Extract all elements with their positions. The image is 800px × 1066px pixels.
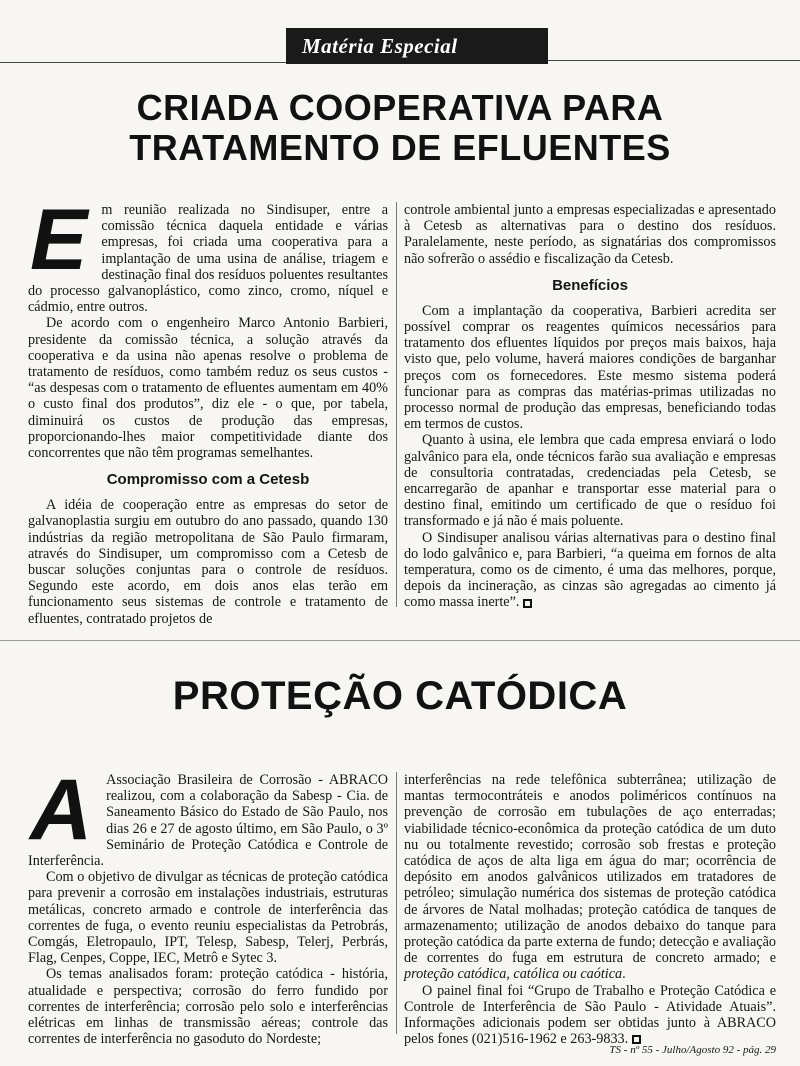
- article1-title-line1: CRIADA COOPERATIVA PARA: [136, 87, 664, 128]
- article1-column-right: [404, 202, 776, 611]
- article1-paragraph-7: [404, 530, 776, 611]
- article1-p7-text: O Sindisuper analisou várias alternativas para o destino final do lodo galvânico e, para Barbieri, “a queima em fornos de alta temperatura, como os de cimento, é uma das melhores, porque, depois da incineração, as cinzas são agregadas ao cimento já como massa inerte”.: [404, 529, 776, 611]
- article2-dropcap: A: [30, 762, 93, 858]
- column-divider: [396, 772, 397, 1034]
- article1-subhead-beneficios: Benefícios: [552, 276, 628, 294]
- article1-paragraph-6: Quanto à usina, ele lembra que cada empresa enviará o lodo galvânico para ela, onde técnicos farão sua avaliação e empresas de consultoria contratadas, credenciadas pela Cetesb, se encarregarão de apanhar e transportar esse material para o destino final, emitindo um certificado de que o resíduo foi transformado e já não é mais poluente.: [404, 432, 776, 530]
- article1-title-line2: TRATAMENTO DE EFLUENTES: [129, 127, 671, 168]
- article2-p4-end: .: [622, 966, 626, 983]
- article2-paragraph-1: [28, 762, 388, 870]
- article2-paragraph-2: Com o objetivo de divulgar as técnicas de proteção catódica para prevenir a corrosão em instalações industriais, estruturas metálicas, concreto armado e controle de interferência das correntes de fuga, o evento reuniu especialistas da Petrobrás, Comgás, Eletropaulo, IPT, Telesp, Sabesp, Telerj, Perbrás, Flag, Cenpes, Coppe, IEC, Metrô e Sytec 3.: [28, 869, 388, 967]
- article2-p4-italic: proteção catódica, católica ou caótica: [404, 966, 623, 983]
- article2-title: PROTEÇÃO CATÓDICA: [172, 674, 628, 718]
- header-rule-left: [0, 62, 286, 63]
- column-divider: [396, 202, 397, 607]
- article1-paragraph-1: [28, 192, 388, 316]
- article1-p1-text: m reunião realizada no Sindisuper, entre a comissão técnica daquela entidade e várias empresas, foi criada uma cooperativa para a implantação de uma usina de análise, triagem e destinação final dos resíduos poluentes resultantes do processo galvanoplástico, como zinco, cromo, níquel e cádmio, entre outros.: [28, 202, 388, 316]
- article2-paragraph-5: [404, 983, 776, 1048]
- article2-p1-text: Associação Brasileira de Corrosão - ABRACO realizou, com a colaboração da Sabesp - Cia. de Saneamento Básico do Estado de São Paulo, nos dias 26 e 27 de agosto último, em São Paulo, o 3º Seminário de Proteção Catódica e Controle de Interferência.: [28, 772, 388, 870]
- section-tag-label: Matéria Especial: [302, 33, 458, 58]
- article1-column-left: [28, 192, 388, 627]
- article2-column-right: [404, 772, 776, 1048]
- article2-paragraph-4: [404, 772, 776, 983]
- header-rule-right: [548, 60, 800, 61]
- article1-dropcap: E: [30, 192, 88, 288]
- article1-title: [0, 88, 800, 168]
- article1-paragraph-3: A idéia de cooperação entre as empresas do setor de galvanoplastia surgiu em outubro do ano passado, quando 130 indústrias da região metropolitana de São Paulo firmaram, através do Sindisuper, um compromisso com a Cetesb de buscar soluções conjuntas para o controle de resíduos. Segundo este acordo, em dois anos elas terão em funcionamento seus sistemas de controle e tratamento de efluentes, contratado projetos de: [28, 497, 388, 627]
- page-footer: TS - nº 55 - Julho/Agosto 92 - pág. 29: [609, 1044, 776, 1056]
- article1-paragraph-4: controle ambiental junto a empresas especializadas e apresentado à Cetesb as alternativas para o destino dos resíduos. Paralelamente, neste período, as signatárias dos compromissos não sofrerão o assédio e fiscalização da Cetesb.: [404, 202, 776, 267]
- section-tag: [286, 28, 548, 64]
- article1-paragraph-2: De acordo com o engenheiro Marco Antonio Barbieri, presidente da comissão técnica, a solução através da cooperativa e da usina não apenas resolve o problema de tratamento de resíduos, como também reduz os seus custos - “as despesas com o tratamento de efluentes aumentam em 40% o custo final dos produtos”, diz ele - o que, por tabela, diminuirá os custos de produção das empresas, proporcionando-lhes maior competitividade diante dos concorrentes que não têm programas semelhantes.: [28, 315, 388, 462]
- section-separator: [0, 640, 800, 641]
- end-of-article-icon: [523, 599, 532, 608]
- article2-paragraph-3: Os temas analisados foram: proteção catódica - história, atualidade e perspectiva; corrosão do ferro fundido por correntes de interferência; corrosão pelo solo e interferências elétricas em linhas de transmissão aéreas; controle das correntes de interferência no gasoduto do Nordeste;: [28, 966, 388, 1048]
- article1-subhead-compromisso: Compromisso com a Cetesb: [106, 471, 310, 489]
- article2-p5-text: O painel final foi “Grupo de Trabalho e Proteção Catódica e Controle de Interferência de São Paulo - Atividade Atuais”. Informações adicionais podem ser obtidas junto à ABRACO pelos fones (021)516-1962 e 263-9833.: [404, 982, 776, 1048]
- article1-paragraph-5: Com a implantação da cooperativa, Barbieri acredita ser possível comprar os reagentes químicos necessários para tratamento dos efluentes líquidos por preços mais baixos, haja visto que, pelo volume, haverá maiores condições de barganhar preços com os fornecedores. Este mesmo sistema poderá funcionar para as compras das matérias-primas utilizadas no processo normal de produção das empresas, beneficiando todas em termos de custos.: [404, 302, 776, 433]
- article2-column-left: [28, 762, 388, 1048]
- article2-p4-text: interferências na rede telefônica subterrânea; utilização de mantas termocontráteis e anodos poliméricos contínuos na prevenção de corrosão em tubulações de aço enterradas; viabilidade técnico-econômica da proteção catódica de um duto nu ou totalmente revestido; corrosão sob frestas e proteção catódica de aços de alta liga em água do mar; ocorrência de depósito em anodos galvânicos utilizados em tratadores de petróleo; simulação numérica dos sistemas de proteção catódica de árvores de Natal molhadas; proteção catódica de tanques de armazenamento; utilização de anodos debaixo do tanque para proteção catódica da parte externa de fundo; detecção e avaliação de correntes do fuga em estrutura de concreto armado; e: [404, 772, 776, 967]
